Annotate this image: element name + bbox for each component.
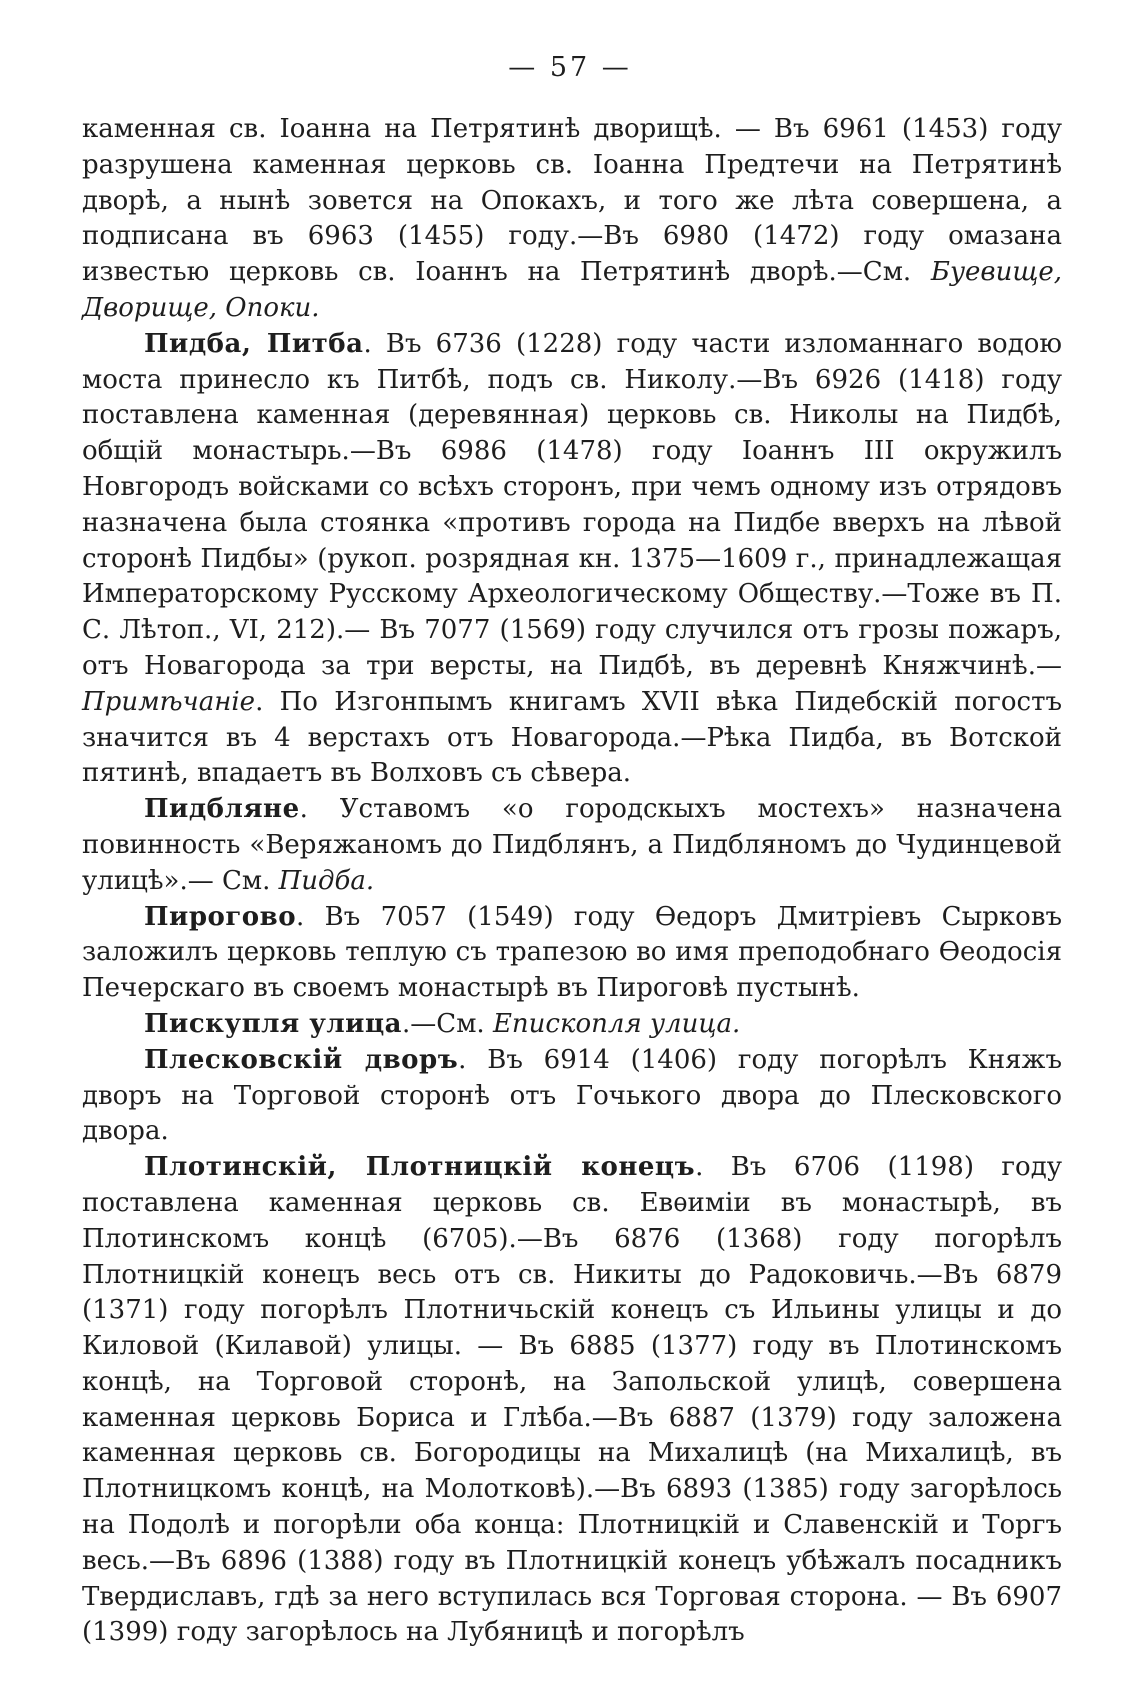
cross-reference: Примѣчаніе xyxy=(82,686,256,717)
dictionary-entry xyxy=(82,900,1062,1007)
entry-text: каменная св. Іоанна на Петрятинѣ дворищѣ. — Въ 6961 (1453) году разрушена каменная церковь св. Іоанна Предтечи на Петрятинѣ дворѣ, а нынѣ зовется на Опокахъ, и того же лѣта совершена, а подписана въ 6963 (1455) году.—Въ 6980 (1472) году омазана известью церковь св. Іоаннъ на Петрятинѣ дворѣ.—См. xyxy=(82,114,1062,288)
entry-text: . Въ 6914 (1406) году погорѣлъ Княжъ дворъ на Торговой сторонѣ отъ Гочького двора до Плесковского двора. xyxy=(82,1044,1062,1147)
entry-text: . Уставомъ «о городскыхъ мостехъ» назначена повинность «Веряжаномъ до Пидблянъ, а Пидбляномъ до Чудинцевой улицѣ».— См. xyxy=(82,794,1062,896)
page-number: — 57 — xyxy=(508,52,632,83)
page-text xyxy=(82,112,1062,1651)
entry-text: . Въ 6706 (1198) году поставлена каменная церковь св. Евѳиміи въ монастырѣ, въ Плотинскомъ концѣ (6705).—Въ 6876 (1368) году погорѣлъ Плотницкій конецъ весь отъ св. Никиты до Радоковичь.—Въ 6879 (1371) году погорѣлъ Плотничьскій конецъ съ Ильины улицы и до Киловой (Килавой) улицы. — Въ 6885 (1377) году въ Плотинскомъ концѣ, на Торговой сторонѣ, на Запольской улицѣ, совершена каменная церковь Бориса и Глѣба.—Въ 6887 (1379) году заложена каменная церковь св. Богородицы на Михалицѣ (на Михалицѣ, въ Плотницкомъ концѣ, на Молотковѣ).—Въ 6893 (1385) году загорѣлось на Подолѣ и погорѣли оба конца: Плотницкій и Славенскій и Торгъ весь.—Въ 6896 (1388) году въ Плотницкій конецъ убѣжалъ посадникъ Твердиславъ, гдѣ за него вступилась вся Торговая сторона. — Въ 6907 (1399) году загорѣлось на Лубяницѣ и погорѣлъ xyxy=(82,1152,1062,1648)
entry-headword: Пидба, Питба xyxy=(144,328,364,359)
entry-headword: Пискупля улица xyxy=(144,1008,403,1039)
dictionary-entry xyxy=(82,792,1062,899)
dictionary-entry xyxy=(82,1150,1062,1651)
entry-text: . Въ 7057 (1549) году Ѳедоръ Дмитріевъ Сырковъ заложилъ церковь теплую съ трапезою во имя преподобнаго Ѳеодосія Печерскаго въ своемъ монастырѣ въ Пироговѣ пустынѣ. xyxy=(82,901,1062,1004)
dictionary-entry xyxy=(82,1007,1062,1043)
entry-headword: Пирогово xyxy=(144,901,297,932)
dictionary-entry xyxy=(82,1043,1062,1150)
continued-paragraph xyxy=(82,112,1062,327)
entry-text: . По Изгонпымъ книгамъ XVII вѣка Пидебскій погостъ значится въ 4 верстахъ отъ Новагорода.—Рѣка Пидба, въ Вотской пятинѣ, впадаетъ въ Волховъ съ сѣвера. xyxy=(82,686,1062,789)
cross-reference: Епископля улица. xyxy=(492,1008,741,1039)
entry-headword: Пидбляне xyxy=(144,794,300,825)
entry-headword: Плотинскій, Плотницкій конецъ xyxy=(144,1152,696,1183)
entry-headword: Плесковскій дворъ xyxy=(144,1044,459,1075)
cross-reference: Буевище, Дворище, Опоки. xyxy=(82,257,1062,323)
cross-reference: Пидба. xyxy=(278,865,375,896)
entry-text: . Въ 6736 (1228) году части изломаннаго водою моста принесло къ Питбѣ, подъ св. Николу.—Въ 6926 (1418) году поставлена каменная (деревянная) церковь св. Николы на Пидбѣ, общій монастырь.—Въ 6986 (1478) году Іоаннъ III окружилъ Новгородъ войсками со всѣхъ сторонъ, при чемъ одному изъ отрядовъ назначена была стоянка «противъ города на Пидбе вверхъ на лѣвой сторонѣ Пидбы» (рукоп. розрядная кн. 1375—1609 г., принадлежащая Императорскому Русскому Археологическому Обществу.—Тоже въ П. С. Лѣтоп., VI, 212).— Въ 7077 (1569) году случился отъ грозы пожаръ, отъ Новагорода за три версты, на Пидбѣ, въ деревнѣ Княжчинѣ.— xyxy=(82,328,1062,681)
entry-text: .—См. xyxy=(402,1008,493,1039)
dictionary-entry xyxy=(82,327,1062,792)
